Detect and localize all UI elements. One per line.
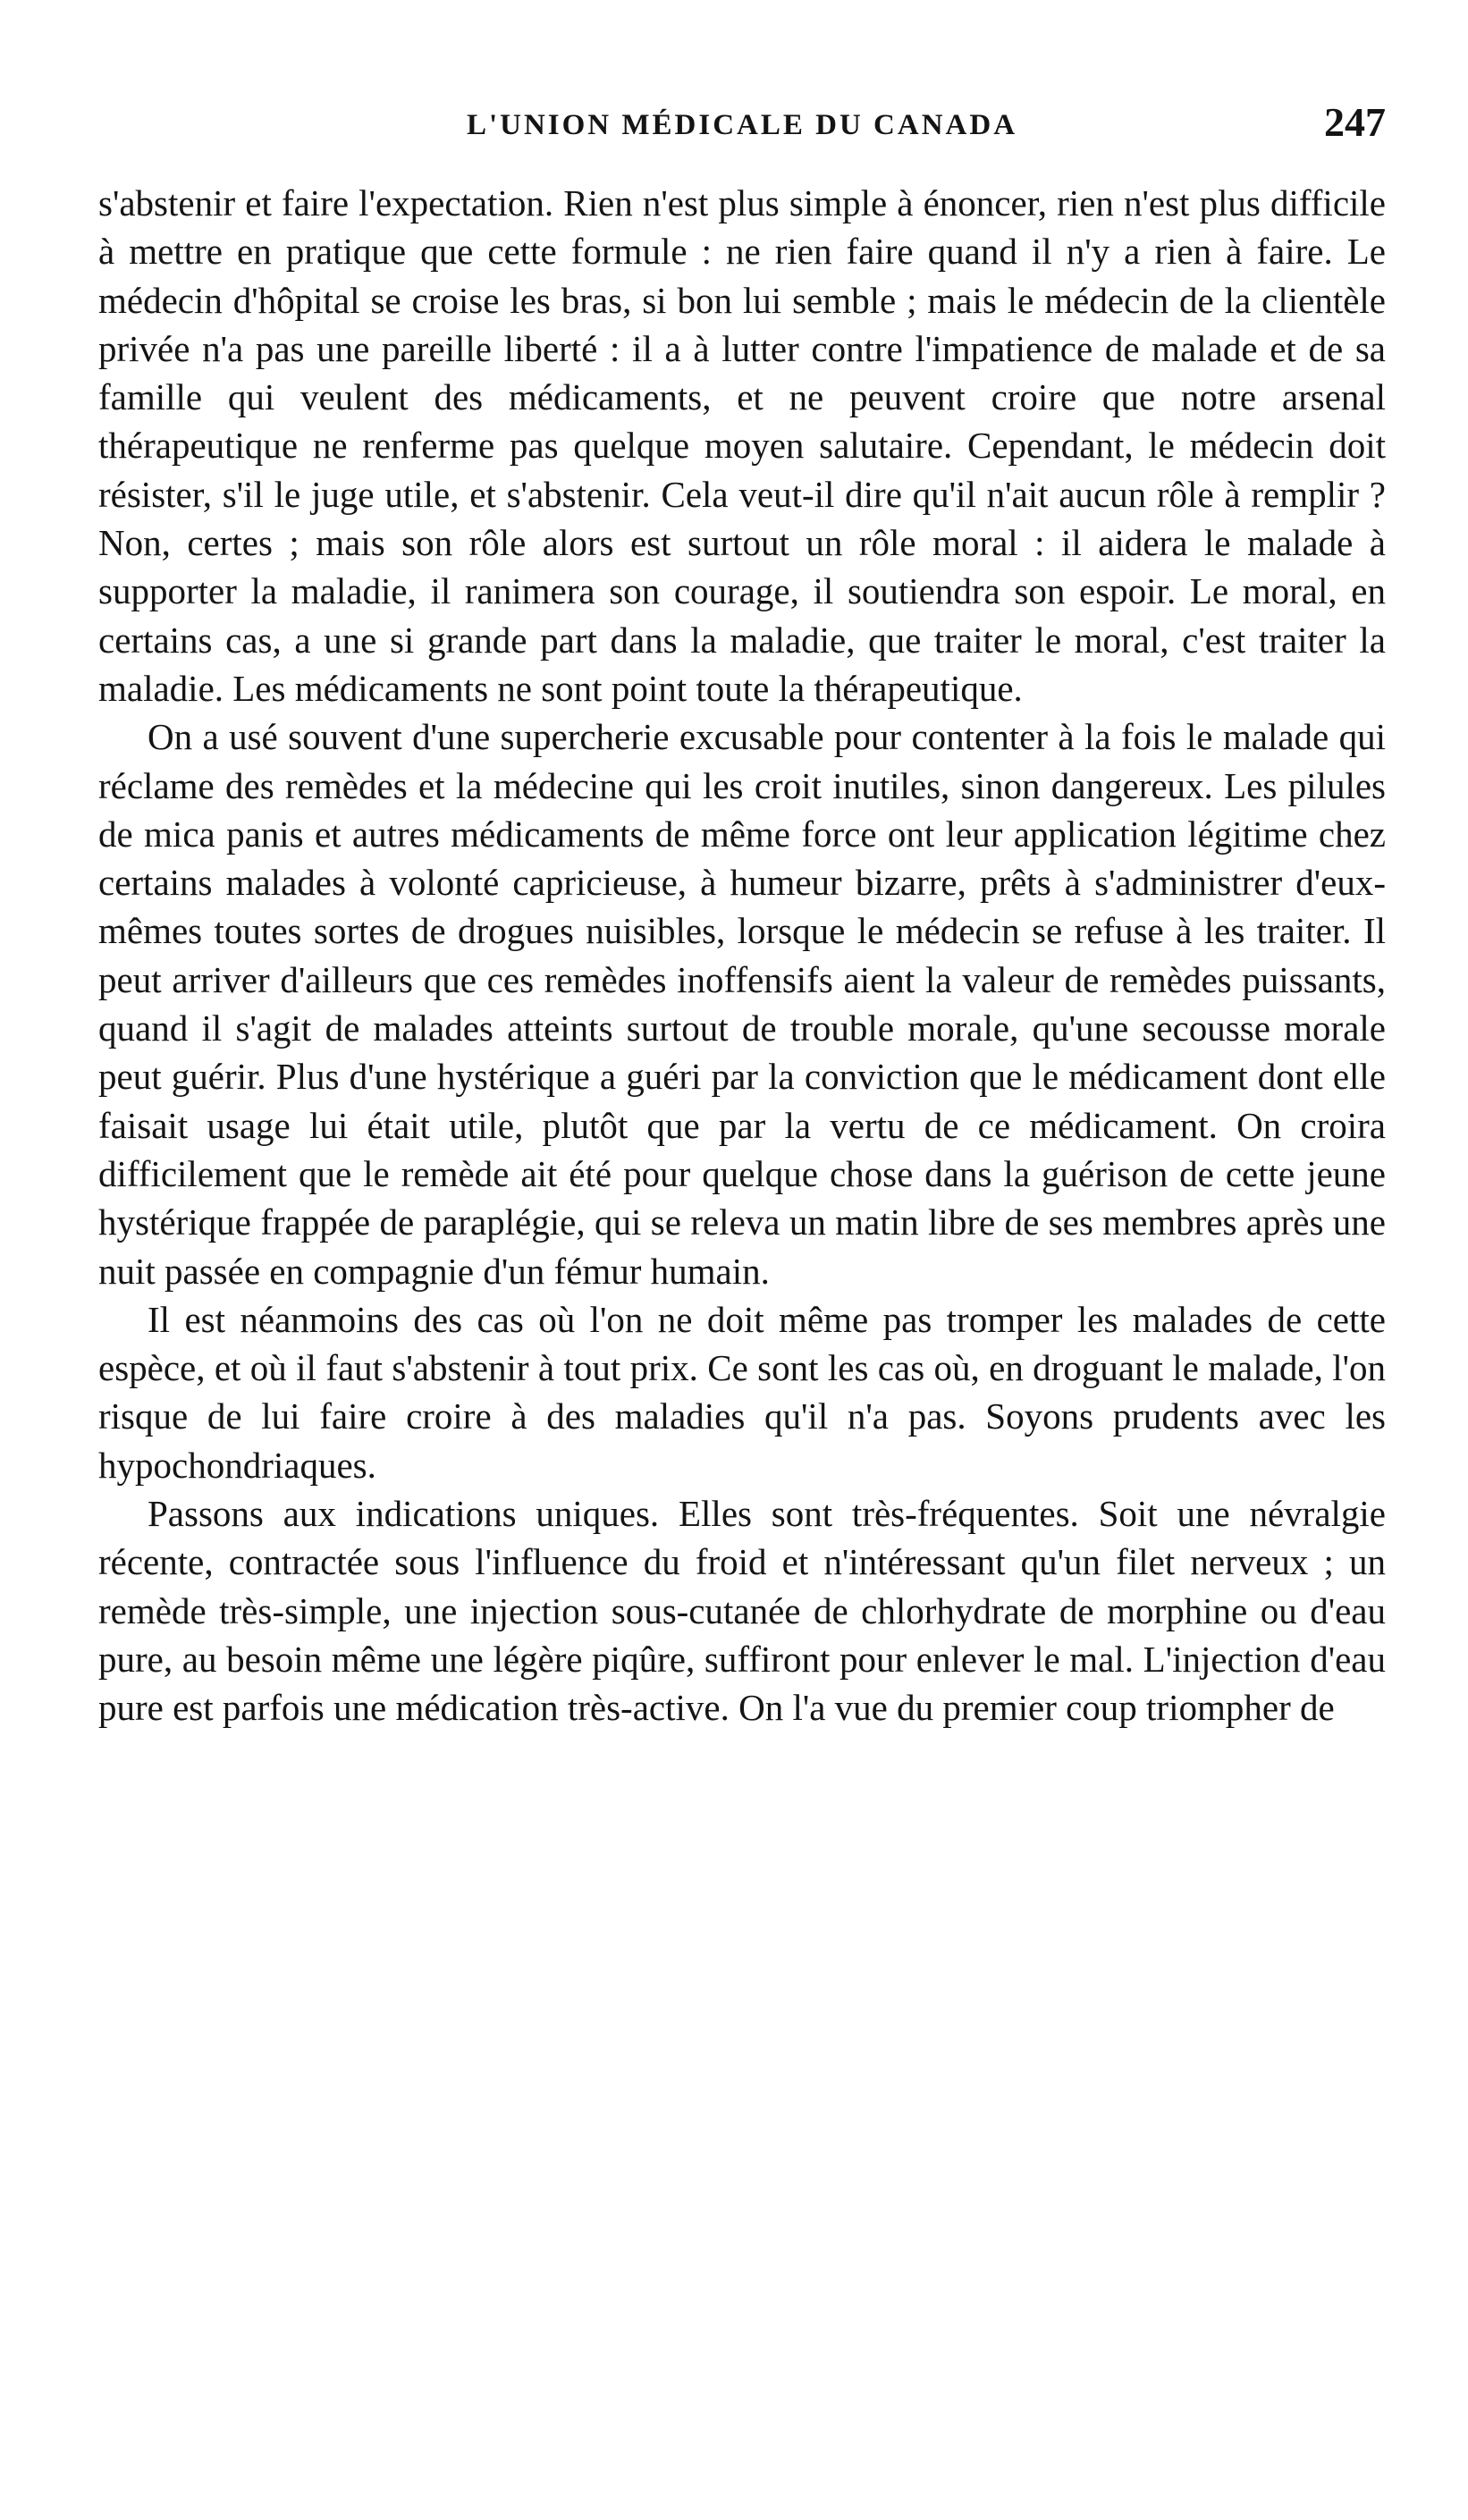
paragraph-1: s'abstenir et faire l'expectation. Rien n'est plus simple à énoncer, rien n'est plus difficile à mettre en pratique que cette formule : ne rien faire quand il n'y a rien à faire. Le médecin d'hôpital se croise les bras, si bon lui semble ; mais le médecin de la clientèle privée n'a pas une pareille liberté : il a à lutter contre l'impatience de malade et de sa famille qui veulent des médicaments, et ne peuvent croire que notre arsenal thérapeutique ne renferme pas quelque moyen salutaire. Cependant, le médecin doit résister, s'il le juge utile, et s'abstenir. Cela veut-il dire qu'il n'ait aucun rôle à remplir ? Non, certes ; mais son rôle alors est surtout un rôle moral : il aidera le malade à supporter la maladie, il ranimera son courage, il soutiendra son espoir. Le moral, en certains cas, a une si grande part dans la maladie, que traiter le moral, c'est traiter la maladie. Les médicaments ne sont point toute la thérapeutique. [98,182,1386,709]
paragraph-4: Passons aux indications uniques. Elles sont très-fréquentes. Soit une névralgie récente, contractée sous l'influence du froid et n'intéressant qu'un filet nerveux ; un remède très-simple, une injection sous-cutanée de chlorhydrate de morphine ou d'eau pure, au besoin même une légère piqûre, suffiront pour enlever le mal. L'injection d'eau pure est parfois une médication très-active. On l'a vue du premier coup triompher de [98,1493,1386,1729]
paragraph-3: Il est néanmoins des cas où l'on ne doit même pas tromper les malades de cette espèce, et où il faut s'abstenir à tout prix. Ce sont les cas où, en droguant le malade, l'on risque de lui faire croire à des maladies qu'il n'a pas. Soyons prudents avec les hypochondriaques. [98,1298,1386,1486]
running-title: L'UNION MÉDICALE DU CANADA [466,109,1018,141]
body-text [98,179,1386,1732]
running-header [98,98,1386,152]
document-page [98,98,1386,1732]
paragraph-2: On a usé souvent d'une supercherie excusable pour contenter à la fois le malade qui réclame des remèdes et la médecine qui les croit inutiles, sinon dangereux. Les pilules de mica panis et autres médicaments de même force ont leur application légitime chez certains malades à volonté capricieuse, à humeur bizarre, prêts à s'administrer d'eux-mêmes toutes sortes de drogues nuisibles, lorsque le médecin se refuse à les traiter. Il peut arriver d'ailleurs que ces remèdes inoffensifs aient la valeur de remèdes puissants, quand il s'agit de malades atteints surtout de trouble morale, qu'une secousse morale peut guérir. Plus d'une hystérique a guéri par la conviction que le médicament dont elle faisait usage lui était utile, plutôt que par la vertu de ce médicament. On croira difficilement que le remède ait été pour quelque chose dans la guérison de cette jeune hystérique frappée de paraplégie, qui se releva un matin libre de ses membres après une nuit passée en compagnie d'un fémur humain. [98,716,1386,1292]
page-number: 247 [1324,99,1386,145]
